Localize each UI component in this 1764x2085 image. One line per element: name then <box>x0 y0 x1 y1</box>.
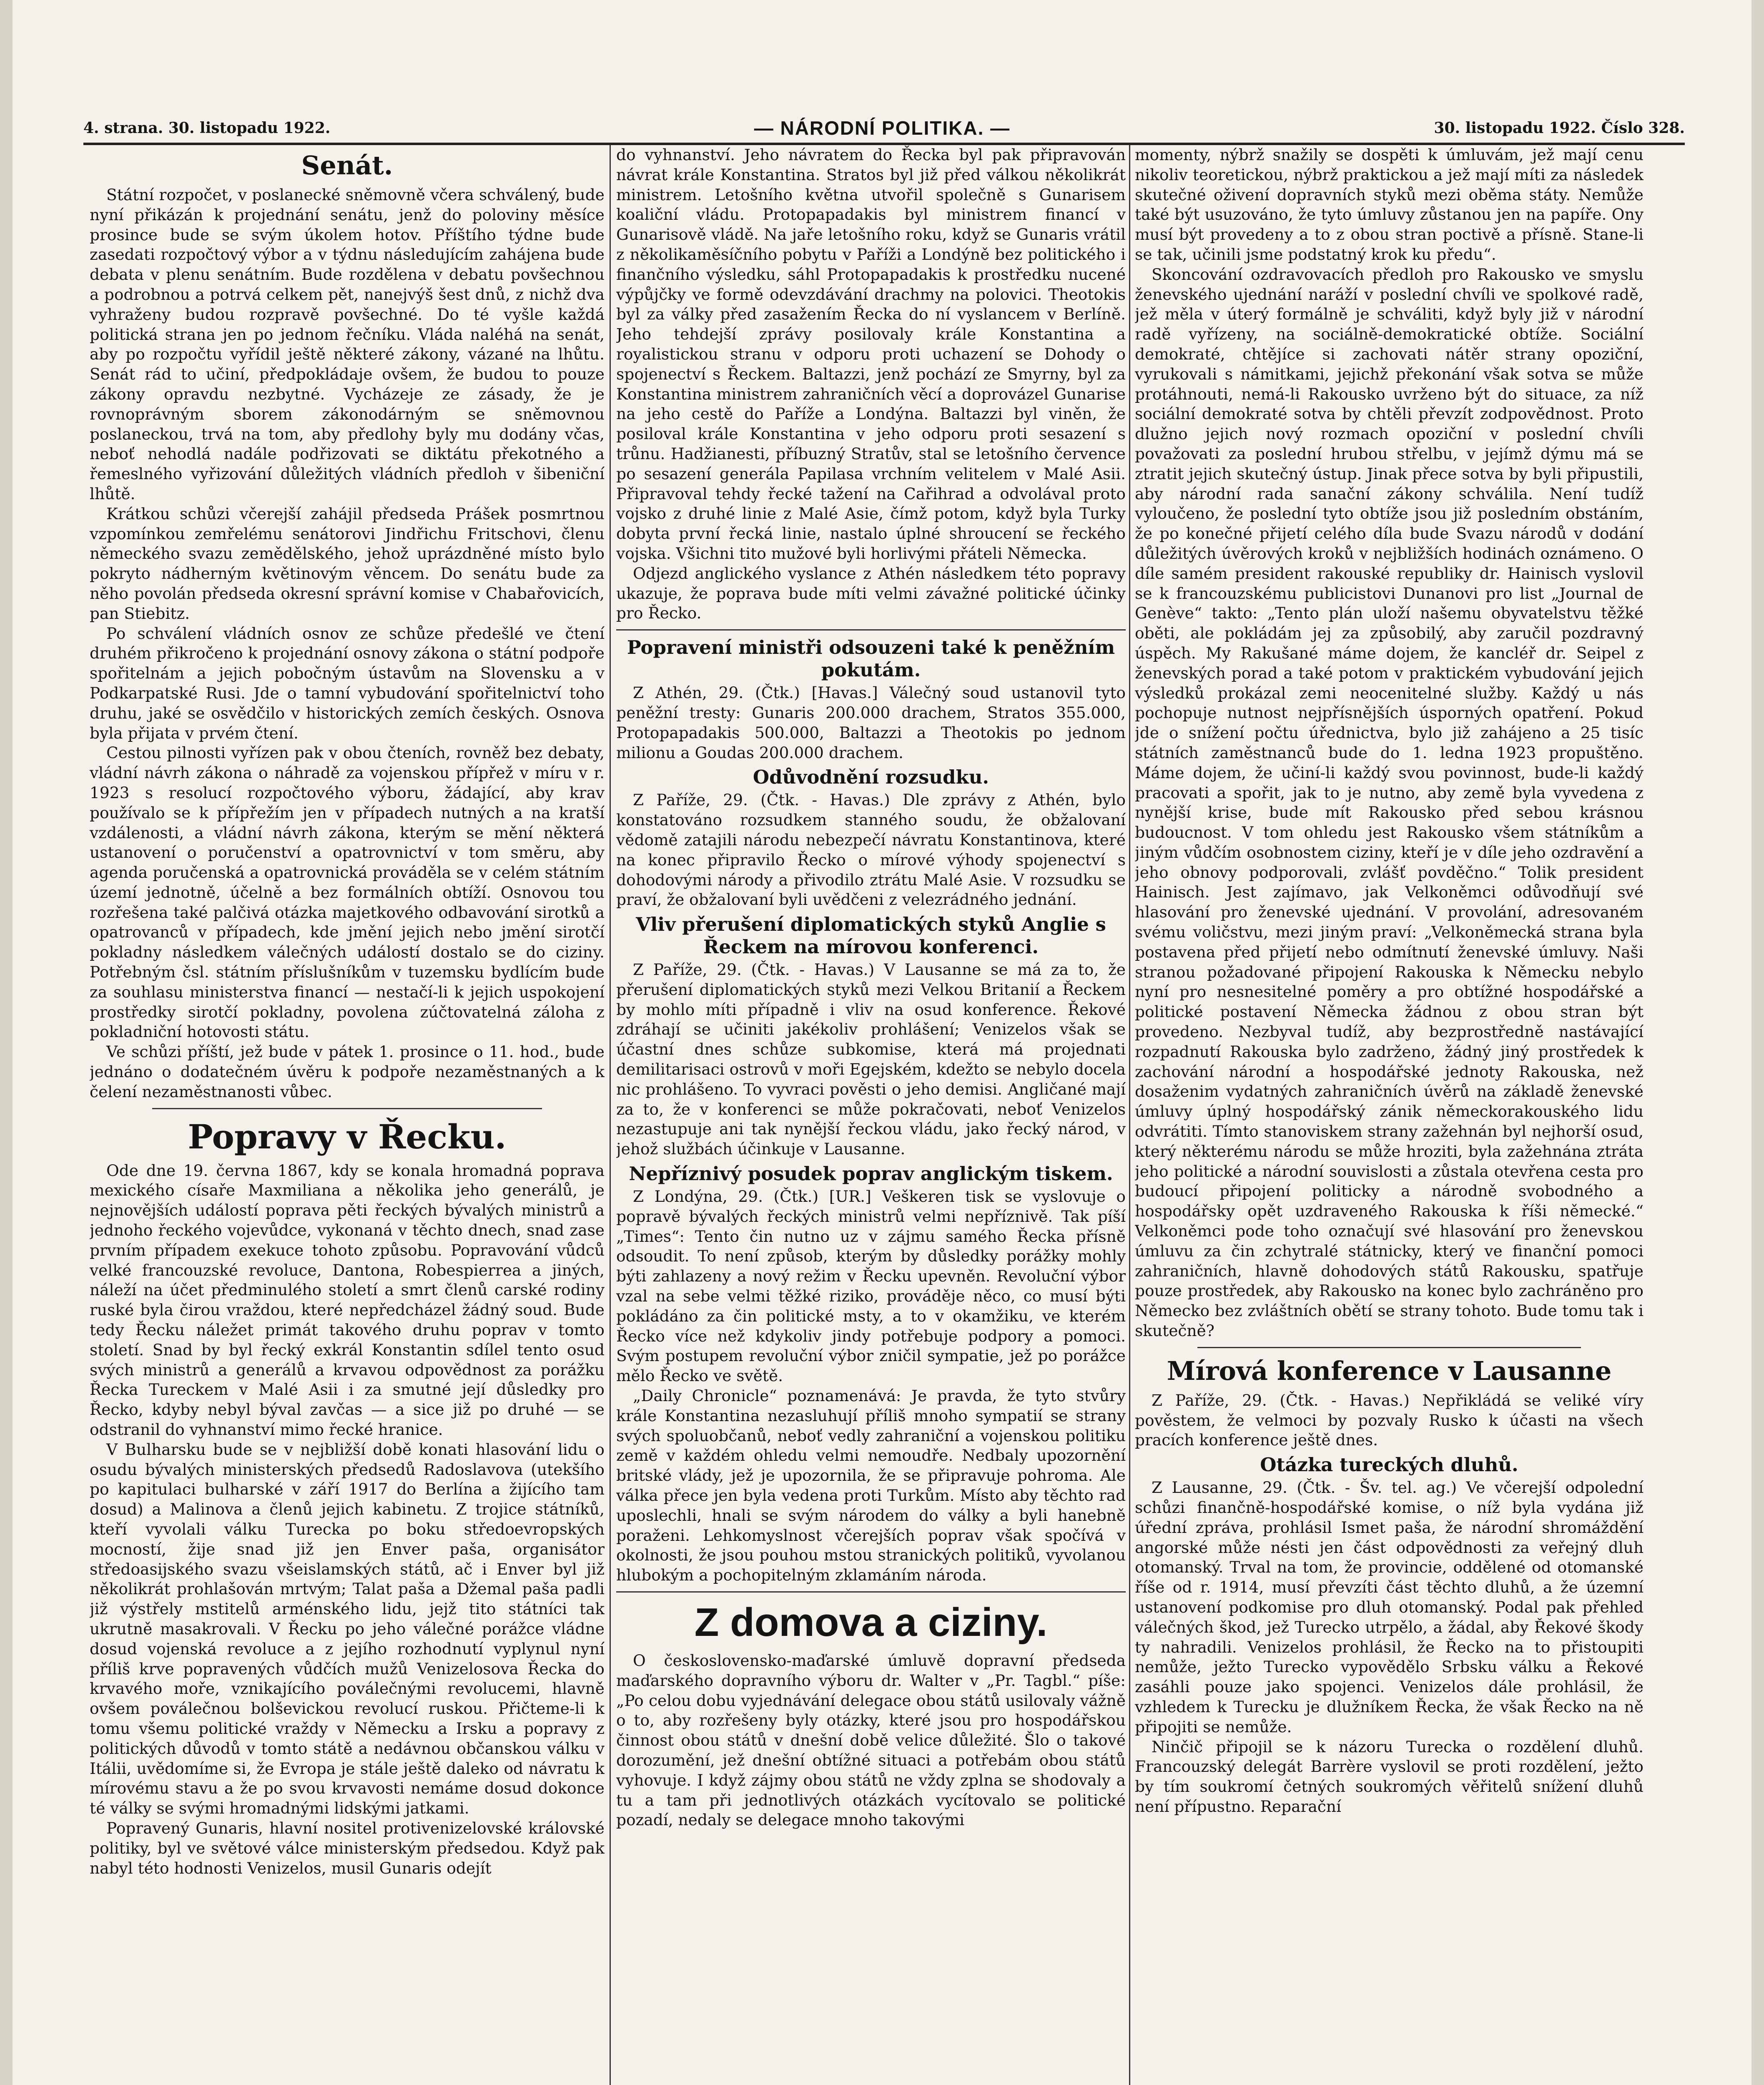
column-1 <box>90 145 605 2085</box>
article-paragraph: Z Paříže, 29. (Čtk. - Havas.) V Lausanne se má za to, že přerušení diplomatických styků mezi Velkou Britanií a Řeckem by mohlo míti případně i vliv na osud konference. Řekové zdráhají se učiniti jakékoliv prohlášení; Venizelos však se účastní dnes schůze subkomise, která má projednati demilitarisaci ostrovů v moři Egejském, kdežto se nebylo docela nic prohlášeno. To vyvraci pověsti o jeho demisi. Angličané mají za to, že v konferenci se může pokračovati, neboť Venizelos nezastupuje ani tak nynější řeckou vládu, jako řecký národ, v jehož službách účinkuje v Lausanne. <box>616 960 1126 1158</box>
subheading: Vliv přerušení diplomatických styků Anglie s Řeckem na mírovou konferenci. <box>636 913 1106 958</box>
section-title-senat: Senát. <box>301 150 393 181</box>
article-paragraph: Cestou pilnosti vyřízen pak v obou čteních, rovněž bez debaty, vládní návrh zákona o náhradě za vojenskou přípřež v míru v r. 1923 s resolucí rozpočtového výboru, žádající, aby krav používalo se k přípřežím jen v případech nutných a na kratší vzdálenosti, a vládní návrh zákona, kterým se mění některá ustanovení o poručenství a opatrovnictví v tom směru, aby agenda poručenská a opatrovnická prováděla se v celém státním území jednotně, účelně a bez formálních obtíží. Osnovou tou rozřešena také palčivá otázka majetkového odbavování sirotků a opatrovanců v případech, kde jmění jejich nebo jmění sirotčí pokladny následkem válečných událostí dostalo se do ciziny. Potřebným čsl. státním příslušníkům v tuzemsku bydlícím bude za souhlasu ministerstva financí — nestačí-li k jejich uspokojení prostředky sirotčí pokladny, povolena zúčtovatelná záloha z pokladniční hotovosti státu. <box>90 744 605 1041</box>
article-paragraph: „Daily Chronicle“ poznamenává: Je pravda, že tyto stvůry krále Konstantina nezasluhují příliš mnoho sympatií se strany svých spoluobčanů, neboť vedly zahraniční a vojenskou politiku země v každém ohledu velmi nemoudře. Nedbaly upozornění britské vlády, jež je upozornila, že se připravuje pohroma. Ale válka přece jen byla vedena proti Turkům. Místo aby těchto rad uposlechli, hnali se svým národem do války a byli hanebně poraženi. Lehkomyslnost včerejších poprav však spočívá v okolnosti, že jsou pouhou mstou stranických politiků, vyvolanou hlubokým a pochopitelným zklamáním národa. <box>616 1387 1126 1585</box>
divider <box>616 1591 1126 1593</box>
article-paragraph: Z Paříže, 29. (Čtk. - Havas.) Nepřikládá se veliké víry pověstem, že velmoci by pozvaly Rusko k účasti na všech pracích konference ještě dnes. <box>1135 1391 1644 1449</box>
section-title-z-domova: Z domova a ciziny. <box>694 1600 1048 1645</box>
column-rule <box>1129 145 1130 2085</box>
column-rule <box>610 145 611 2085</box>
column-3 <box>1135 145 1644 2085</box>
divider <box>616 629 1126 631</box>
article-paragraph: Po schválení vládních osnov ze schůze předešlé ve čtení druhém přikročeno k projednání osnovy zákona o státní podpoře spořitelnám a jejich pobočným ústavům na Slovensku a v Podkarpatské Rusi. Jde o tamní vybudování spořitelnictví toho druhu, jaké se osvědčilo v historických zemích českých. Osnova byla přijata v prvém čtení. <box>90 624 605 742</box>
masthead-left: 4. strana. 30. listopadu 1922. <box>83 119 331 137</box>
subheading: Odůvodnění rozsudku. <box>753 766 989 789</box>
article-paragraph: Státní rozpočet, v poslanecké sněmovně včera schválený, bude nyní přikázán k projednání senátu, jenž do poloviny měsíce prosince bude se svým úkolem hotov. Příštího týdne bude zasedati rozpočtový výbor a v týdnu následujícím zahájena bude debata v plenu senátním. Bude rozdělena v debatu povšechnou a podrobnou a potrvá celkem pět, nanejvýš šest dnů, z nichž dva vyhraženy budou rozpravě povšechné. Do té vyšle každá politická strana jen po jednom řečníku. Vláda naléhá na senát, aby po rozpočtu vyřídil ještě některé zákony, vázané na lhůtu. Senát rád to učiní, předpokládaje ovšem, že budou to pouze zákony opravdu nezbytné. Vycházeje ze zásady, že je rovnoprávným sborem zákonodárným se sněmovnou poslaneckou, trvá na tom, aby předlohy byly mu dodány včas, neboť nehodlá nadále podřizovati se diktátu překotného a řemeslného vyřizování důležitých vládních předloh v šibeniční lhůtě. <box>90 186 605 503</box>
article-paragraph: Z Lausanne, 29. (Čtk. - Šv. tel. ag.) Ve včerejší odpolední schůzi finančně-hospodářské komise, o níž byla vydána již úřední zpráva, prohlásil Ismet paša, že národní shromáždění angorské může nésti jen část odpovědnosti za veřejný dluh otomanský. Trval na tom, že provincie, oddělené od otomanské říše od r. 1914, musí převzíti část těchto dluhů, a že územní ustanovení podkomise pro dluh otomanský. Podal pak přehled válečných škod, jež Turecko utrpělo, a žádal, aby Řekové škody ty nahradili. Venizelos prohlásil, že Řecko na to přistoupiti nemůže, ježto Turecko vypovědělo Srbsku válku a Řekové zasáhli pouze jako spojenci. Venizelos dále prohlásil, že vzhledem k Turecku je dlužníkem Řecka, že však Řecko na ně připojiti se nemůže. <box>1135 1478 1644 1736</box>
subheading: Nepříznivý posudek poprav anglickým tiskem. <box>629 1163 1113 1185</box>
article-paragraph: Z Londýna, 29. (Čtk.) [UR.] Veškeren tisk se vyslovuje o popravě bývalých řeckých ministrů velmi nepříznivě. Tak píší „Times“: Tento čin nutno uz v zájmu samého Řecka přísně odsoudit. To není způsob, kterým by důsledky porážky mohly býti zahlazeny a nový režim v Řecku upevněn. Revoluční výbor vzal na sebe velmi těžké riziko, prováděje něco, co musí býti pokládáno za čin politické msty, a to v okamžiku, ve kterém Řecko více než kdykoliv jindy potřebuje podpory a pomoci. Svým postupem revoluční výbor zničil sympatie, jež po porážce mělo Řecko ve světě. <box>616 1187 1126 1385</box>
article-paragraph: Ve schůzi příští, jež bude v pátek 1. prosince o 11. hod., bude jednáno o dodatečném úvěru k podpoře nezaměstnaných a k čelení nezaměstnanosti vůbec. <box>90 1042 605 1101</box>
article-paragraph: Ninčič připojil se k názoru Turecka o rozdělení dluhů. Francouzský delegát Barrère vyslovil se proti rozdělení, ježto by tím soukromí četných soukromých věřitelů snížení dluhů není přípustno. Reparační <box>1135 1737 1644 1816</box>
scan-edge-right <box>1751 0 1764 2085</box>
masthead-right: 30. listopadu 1922. Číslo 328. <box>1434 119 1685 137</box>
article-paragraph: momenty, nýbrž snažily se dospěti k úmluvám, jež mají cenu nikoliv teoretickou, nýbrž praktickou a jež mají míti za následek skutečné oživení dopravních styků mezi oběma státy. Nemůže také být usuzováno, že tyto úmluvy zůstanou jen na papíře. Ony musí být provedeny a to z obou stran poctivě a přísně. Stane-li se tak, učinili jsme podstatný krok ku předu“. <box>1135 146 1644 264</box>
subheading: Otázka tureckých dluhů. <box>1260 1454 1518 1476</box>
article-paragraph: Ode dne 19. června 1867, kdy se konala hromadná poprava mexického císaře Maxmiliana a několika jeho generálů, je nejnovějších událostí poprava pěti řeckých bývalých ministrů a jednoho řeckého vojevůdce, vykonaná v těchto dnech, snad zase prvním případem exekuce tohoto způsobu. Popravování vůdců velké francouzské revoluce, Dantona, Robespierrea a jiných, náleží na účet předminulého století a smrt členů carské rodiny ruské byla čirou vraždou, které nepředcházel žádný soud. Bude tedy Řecku náležet primát takového druhu poprav v tomto století. Snad by byl řecký exkrál Konstantin sdílel tento osud svých ministrů a generálů a krvavou odpovědnost za porážku Řecka Tureckem v Malé Asii i za smutné její důsledky pro Řecko, kdyby nebyl býval zavčas — a sice již po druhé — se odstranil do vyhnanství mimo řecké hranice. <box>90 1161 605 1439</box>
section-title-lausanne: Mírová konference v Lausanne <box>1167 1355 1612 1386</box>
subheading: Popravení ministři odsouzeni také k peněžním pokutám. <box>627 636 1115 681</box>
article-paragraph: Krátkou schůzi včerejší zahájil předseda Prášek posmrtnou vzpomínkou zemřelému senátorovi Jindřichu Fritschovi, členu německého svazu zemědělského, jehož uprázdněné místo bylo pokryto nádherným květinovým věncem. Do senátu bude za něho povolán předseda okresní správní komise v Chabařovicích, pan Stiebitz. <box>90 504 605 623</box>
article-paragraph: Odjezd anglického vyslance z Athén následkem této popravy ukazuje, že poprava bude míti velmi závažné politické účinky pro Řecko. <box>616 564 1126 623</box>
article-paragraph: do vyhnanství. Jeho návratem do Řecka byl pak připravován návrat krále Konstantina. Stratos byl již před válkou několikrát ministrem. Letošního května utvořil společně s Gunarisem koaliční vládu. Protopapadakis byl ministrem financí v Gunarisově vládě. Na jaře letošního roku, když se Gunaris vrátil z několikaměsíčního pobytu v Paříži a Londýně bez politického i finančního výsledku, sáhl Protopapadakis k prostředku nucené výpůjčky ve formě odevzdávání drachmy na polovici. Theotokis byl za války před zasažením Řecka do ní vyslancem v Berlíně. Jeho tehdejší zprávy posilovaly krále Konstantina a royalistickou stranu v odporu proti uchazení se Dohody o spojenectví s Řeckem. Baltazzi, jenž pochází ze Smyrny, byl za Konstantina ministrem zahraničních věcí a doprovázel Gunarise na jeho cestě do Paříže a Londýna. Baltazzi byl viněn, že posiloval krále Konstantina v jeho odporu proti sesazení s trůnu. Hadžianesti, příbuzný Stratův, stal se letošního července po sesazení generála Papilasa vrchním velitelem v Malé Asii. Připravoval tehdy řecké tažení na Cařihrad a odvolával proto vojsko z druhé linie z Malé Asie, čímž potom, když byla Turky dobyta první řecká linie, nastalo úplné shroucení se řeckého vojska. Všichni tito mužové byli horlivými přáteli Německa. <box>616 146 1126 563</box>
article-paragraph: O československo-maďarské úmluvě dopravní předseda maďarského dopravního výboru dr. Walter v „Pr. Tagbl.“ píše: „Po celou dobu vyjednávání delegace obou států usilovaly vážně o to, aby rozřešeny byly otázky, které jsou pro hospodářskou činnost obou států v dnešní době velice důležité. Šlo o takové dorozumění, jež dnešní obtížné situaci a potřebám obou států vyhovuje. I když zájmy obou států ne vždy zplna se shodovaly a tu a tam při jednotlivých otázkách vycítovalo se politické pozadí, nedaly se delegace mnoho takovými <box>616 1651 1126 1829</box>
article-paragraph: Popravený Gunaris, hlavní nositel protivenizelovské královské politiky, byl ve světové válce ministerským předsedou. Když pak nabyl této hodnosti Venizelos, musil Gunaris odejít <box>90 1819 605 1877</box>
article-paragraph: Skoncování ozdravovacích předloh pro Rakousko ve smyslu ženevského ujednání naráží v poslední chvíli ve spolkové radě, jež měla v úterý formálně je schváliti, když byly již v národní radě vyřízeny, na sociálně-demokratické obtíže. Sociální demokraté, chtějíce si zachovati nátěr strany opoziční, vyrukovali s námitkami, jejichž překonání však sotva se může protáhnouti, nemá-li Rakousko uvrženo být do situace, za níž sociální demokraté sotva by chtěli převzít zodpovědnost. Proto dlužno jejich nový rozmach opoziční v poslední chvíli považovati za poslední hrubou střelbu, v jejímž dýmu má se ztratit jejich skutečný ústup. Jinak přece sotva by byli připustili, aby národní rada sanační zákony schválila. Není tudíž vyloučeno, že poslední tyto obtíže jsou již posledním obstáním, že po konečné přijetí celého díla bude Svazu národů v dodání důležitých úvěrových kroků v nejbližších hodinách oznámeno. O díle samém president rakouské republiky dr. Hainisch vyslovil se k francouzskému publicistovi Dunanovi pro list „Journal de Genève“ takto: „Tento plán uloží našemu obyvatelstvu těžké oběti, ale pokládám jej za způsobilý, aby zaručil pozdravný úspěch. My Rakušané máme dojem, že kancléř dr. Seipel z ženevských porad a také potom v praktickém vybudování jejich výsledků prokázal zemi neocenitelné služby. Každý u nás pochopuje nutnost nejpřísnějších úsporných opatření. Pokud jde o snížení počtu úřednictva, bylo již zahájeno a 25 tisíc státních zaměstnanců bude do 1. ledna 1923 propuštěno. Máme dojem, že učiní-li každý svou povinnost, bude-li každý pracovati a spořit, jak to je nutno, aby země byla vyvedena z nynější krise, bude mít Rakousko před sebou krásnou budoucnost. V tom ohledu jest Rakousko všem státníkům a jiným vůdčím osobnostem ciziny, kteří je v díle jeho ozdravění a jeho obnovy podporovali, zvlášť povděčno.“ Tolik president Hainisch. Jest zajímavo, jak Velkoněmci odůvodňují své hlasování pro ženevské ujednání. V provolání, adresovaném svému voličstvu, mezi jiným praví: „Velkoněmecká strana byla postavena před přijetí nebo odmítnutí ženevské úmluvy. Naši stranou požadované připojení Rakouska k Německu nebylo nyní pro nesnesitelné poměry a pro obtížné hospodářské a politické postavení Německa žádnou z obou stran být provedeno. Nezbyval tudíž, aby bezprostředně nastávající rozpadnutí Rakouska bylo zadrženo, žádný jiný prostředek k zachování národní a hospodářské jednoty Rakouska, než dosaženim vydatných zahraničních úvěrů na základě ženevské úmluvy úplný hospodářský zánik německorakouského lidu odvrátiti. Tímto stanoviskem strany zažehnán byl nejhorší osud, který některému národu se může hroziti, byla zažehnána ztráta jeho politické a národní souvislosti a zůstala otevřena cesta pro budoucí připojení politicky a národně svobodného a hospodářsky opět uzdraveného Rakouska k říši německé.“ Velkoněmci pode toho označují své hlasování pro ženevskou úmluvu za čin zchytralé státnicky, který ve finanční pomoci zahraničních, hlavně dohodových států Rakousku, spatřuje pouze prostředek, aby Rakousko na konec bylo zachráněno pro Německo bez zvláštních obětí se strany tohoto. Bude tomu tak i skutečně? <box>1135 265 1644 1340</box>
newspaper-title: — NÁRODNÍ POLITIKA. — <box>754 117 1011 139</box>
article-paragraph: Z Paříže, 29. (Čtk. - Havas.) Dle zprávy z Athén, bylo konstatováno rozsudkem stanného soudu, že obžalovaní vědomě zatajili národu nebezpečí návratu Konstantinova, které na konec připravilo Řecko o mírové výhody spojenectví s dohodovými národy a přivodilo ztrátu Malé Asie. V rozsudku se praví, že obžalovaní byli uvědčeni z velezrádného jednání. <box>616 791 1126 909</box>
divider <box>152 1108 542 1109</box>
article-paragraph: Z Athén, 29. (Čtk.) [Havas.] Válečný soud ustanovil tyto peněžní tresty: Gunaris 200.000 drachem, Stratos 355.000, Protopapadakis 500.000, Baltazzi a Theotokis po jednom milionu a Goudas 200.000 drachem. <box>616 683 1126 762</box>
masthead <box>83 113 1685 143</box>
divider <box>1197 1347 1581 1348</box>
scan-edge-left <box>0 0 13 2085</box>
article-paragraph: V Bulharsku bude se v nejbližší době konati hlasování lidu o osudu bývalých ministerských předsedů Radoslavova (utekšího po kapitulaci bulharské v září 1917 do Berlína a žijícího tam dosud) a Malinova a členů jejich kabinetu. Z trojice státníků, kteří vyvolali válku Turecka po boku středoevropských mocností, žije snad již jen Enver paša, organisátor středoasijského svazu všeislamských států, ač i Enver byl již několikrát prohlašován mrtvým; Talat paša a Džemal paša padli již výstřely mstitelů arménského lidu, jejž tito státníci tak ukrutně masakrovali. V Řecku po jeho válečné porážce vládne dosud vojenská revoluce a z jejího rozhodnutí vyplynul nyní příliš krve popravených vůdčích mužů Venizelosova Řecka do krvavého moře, vznikajícího poválečnými revolucemi, hlavně ovšem poválečnou bolševickou revolucí ruskou. Přičteme-li k tomu všemu politické vraždy v Německu a Irsku a popravy z politických důvodů v tomto státě a nedávnou občanskou válku v Itálii, uvědomíme si, že Evropa je stále ještě daleko od návratu k mírovému stavu a že po svou krvavosti nemáme dosud dokonce té války se svými hromadnými lidskými jatkami. <box>90 1440 605 1818</box>
column-2 <box>616 145 1126 2085</box>
section-title-popravy: Popravy v Řecku. <box>188 1117 507 1156</box>
